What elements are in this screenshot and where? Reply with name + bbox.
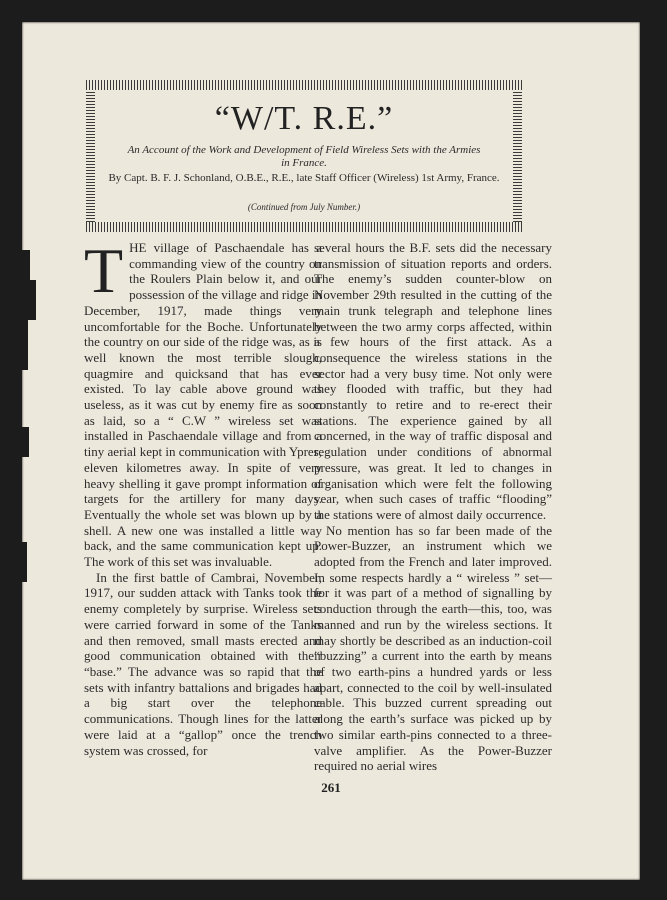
- top-rule: [86, 80, 522, 90]
- paragraph: In the first battle of Cambrai, November, 1917, our sudden attack with Tanks took the enemy completely by surprise. Wireless sets were carried forward in some of the Tanks and then removed, small masts erected and good communication obtained with their “base.” The advance was so rapid that the sets with infantry battalions and brigades had a big start over the telephone communications. Though lines for the latter were laid at a “gallop” once the trench system was crossed, for: [84, 569, 322, 758]
- torn-edge: [22, 320, 28, 370]
- page-number: 261: [321, 780, 341, 795]
- paragraph: No mention has so far been made of the Power-Buzzer, an instrument which we adopted from the French and later improved. In some respects hardly a “ wireless ” set—for it was part of a method of signalling by conduction through the earth—this, too, was manned and run by the wireless sections. It may shortly be described as an induction-coil “buzzing” a current into the earth by means of two earth-pins a hundred yards or less apart, connected to the coil by well-insulated cable. This buzzed current spreading out along the earth’s surface was picked up by two similar earth-pins connected to a three-valve amplifier. As the Power-Buzzer required no aerial wires: [314, 522, 552, 774]
- drop-cap: T: [84, 235, 124, 306]
- article-subtitle: An Account of the Work and Development of Field Wireless Sets with the Armies in France.: [127, 144, 481, 169]
- article-title: “W/T. R.E.”: [214, 100, 394, 137]
- paragraph: [84, 235, 322, 570]
- torn-edge: [22, 427, 29, 457]
- torn-edge: [22, 280, 36, 320]
- document-page: [22, 22, 640, 880]
- title-frame: [86, 80, 522, 232]
- right-column: [314, 240, 552, 774]
- continued-note: (Continued from July Number.): [247, 202, 361, 212]
- paragraph-text: HE village of Paschaendale has a commanding view of the country on the Roulers Plain below it, and our possession of the village and ridge in December, 1917, made things very uncomfortable for the Boche. Unfortunately the country on our side of the ridge was, as is well known the most terrible slough, quagmire and quicksand that has ever existed. To lay cable above ground was useless, as it was cut by enemy fire as soon as laid, so a “ C.W ” wireless set was installed in Paschaendale village and from a tiny aerial kept in communication with Ypres, eleven kilometres away. In spite of very heavy shelling it gave prompt information of targets for the artillery for many days. Eventually the whole set was blown up by a shell. A new one was installed a little way back, and the same communication kept up. The work of this set was invaluable.: [84, 240, 322, 570]
- left-column: [84, 235, 322, 758]
- paragraph: several hours the B.F. sets did the necessary transmission of situation reports and orders. The enemy’s sudden counter-blow on November 29th resulted in the cutting of the main trunk telegraph and telephone lines between the two army corps affected, within a few hours of the first attack. As a consequence the wireless stations in the sector had a very busy time. Not only were they flooded with traffic, but they had constantly to retire and to re-erect their stations. The experience gained by all concerned, in the way of traffic disposal and regulation under conditions of abnormal pressure, was great. It led to changes in organisation which were felt the following year, when such cases of traffic “flooding” the stations were of almost daily occurrence.: [314, 240, 552, 522]
- torn-edge: [22, 250, 30, 280]
- author-byline: By Capt. B. F. J. Schonland, O.B.E., R.E., late Staff Officer (Wireless) 1st Army, France.: [108, 172, 500, 184]
- torn-edge: [22, 542, 27, 582]
- bottom-rule: [86, 222, 522, 232]
